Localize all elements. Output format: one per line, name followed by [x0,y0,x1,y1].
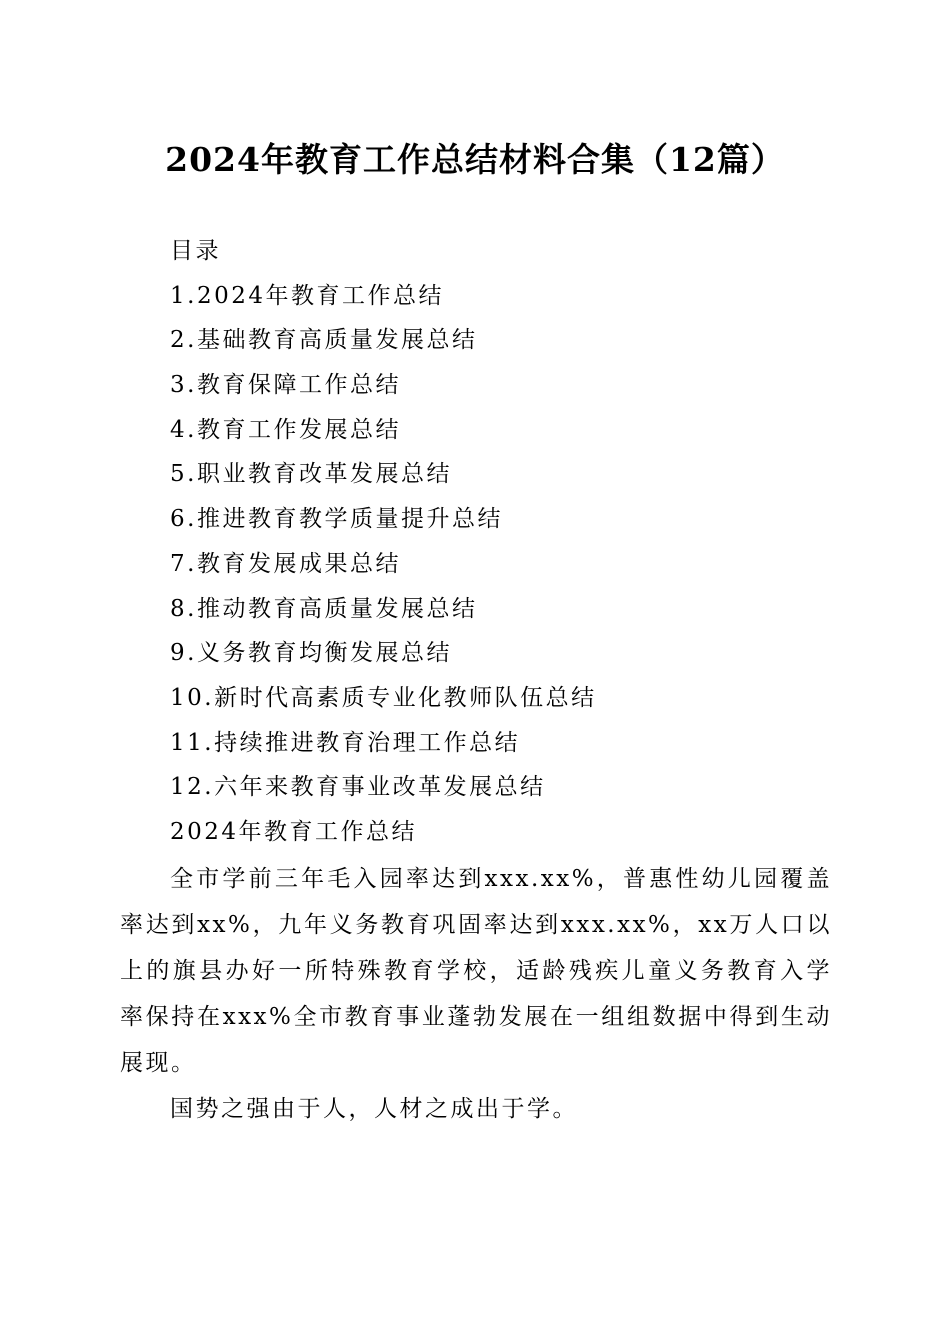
toc-heading: 目录 [170,238,221,264]
toc-item: 11.持续推进教育治理工作总结 [170,729,521,756]
toc-item: 2.基础教育高质量发展总结 [170,327,478,354]
document-title: 2024年教育工作总结材料合集（12篇） [165,140,785,179]
toc-item: 10.新时代高素质专业化教师队伍总结 [170,684,597,711]
table-of-contents [170,229,870,855]
toc-item: 5.职业教育改革发展总结 [170,461,452,488]
toc-item: 8.推动教育高质量发展总结 [170,595,478,622]
toc-item: 1.2024年教育工作总结 [170,282,444,309]
toc-item: 4.教育工作发展总结 [170,416,401,443]
toc-item: 3.教育保障工作总结 [170,372,401,399]
paragraph: 全市学前三年毛入园率达到xxx.xx%，普惠性幼儿园覆盖率达到xx%，九年义务教育巩固率达到xxx.xx%，xx万人口以上的旗县办好一所特殊教育学校，适龄残疾儿童义务教育入学率保持在xxx%全市教育事业蓬勃发展在一组组数据中得到生动展现。 [120,866,832,1076]
section-heading: 2024年教育工作总结 [170,818,418,845]
paragraph: 国势之强由于人，人材之成出于学。 [170,1096,578,1122]
toc-item: 12.六年来教育事业改革发展总结 [170,774,546,801]
toc-item: 6.推进教育教学质量提升总结 [170,506,503,533]
body-text [120,856,832,1132]
toc-item: 7.教育发展成果总结 [170,550,401,577]
toc-item: 9.义务教育均衡发展总结 [170,640,452,667]
